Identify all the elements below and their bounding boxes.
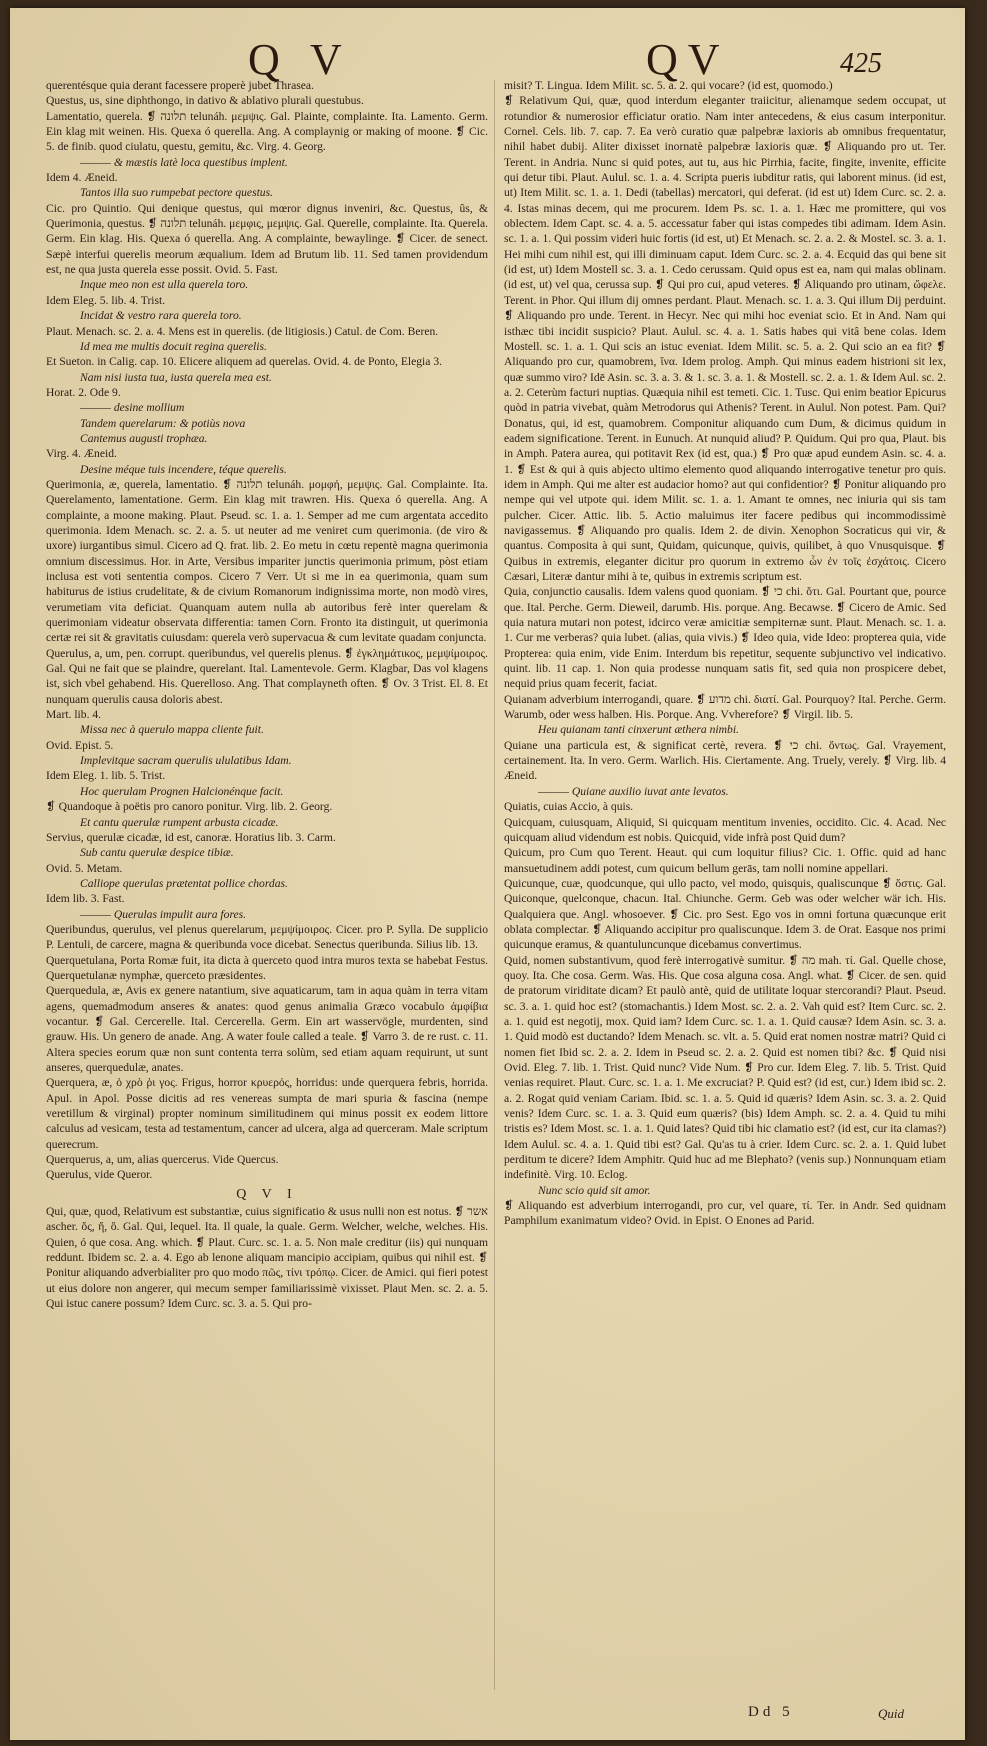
verse-quote: ——— Quiane auxilio iuvat ante levatos. (538, 784, 729, 798)
column-divider (494, 80, 495, 1690)
entry-paragraph: Quid, nomen substantivum, quod ferè interrogativè sumitur. ❡ מה mah. τί. Gal. Quelle chose, quoy. Ita. Che cosa. Germ. Was. His. Que cosa alguna cosa. Angl. what. ❡ Cicer. de sen. quid de pratorum viriditate dicam? Et paulò antè, quid de utilitate loquar stercorandi? Plaut. Pseud. sc. 3. a. 1. quid hoc est? (stomachantis.) Idem Most. sc. 2. a. 2. Vah quid est? Item Curc. sc. 2. a. 1. quid est negotij, mox. Quid iam? Idem Curc. sc. 1. a. 1. Quid causæ? Idem Asin. sc. 3. a. 1. Quid modò est ductando? Idem Menach. sc. vlt. a. 5. Quid erat nomen nostræ matri? Quid ci nomen fiet Ibid sc. 2. a. 2. Idem in Pseud sc. 2. a. 2. Quid est nomen tibi? &c. ❡ Quid nisi Ovid. Eleg. 7. lib. 1. Trist. Quid nunc? Vide Num. ❡ Pro cur. Idem Eleg. 7. lib. 5. Trist. Quid venias requiret. Plaut. Curc. sc. 1. a. 1. Me excruciat? P. Quid est? (id est, cur.) Idem ibid sc. 2. a. 2. Rogat quid veniam Cariam. Ibid. sc. 1. a. 5. Quid id quæris? Idem Asin. sc. 3. a. 2. Quid venis? Idem Curc. sc. 1. a. 3. Quid eum quæris? (bis) Idem Amph. sc. 2. a. 4. Quid tu mihi tristis es? Idem Most. sc. 1. a. 1. Quid lates? Quid tibi hic clamatio est? (id est, cur ita clamas?) Idem Aulul. sc. 4. a. 1. Quid tibi est? Gal. Qu'as tu à crier. Idem Curc. sc. 2. a. 1. Quid lubet perditum te dicere? Idem Amphitr. Quid huc ad me Blephato? (venis sup.) Nonnunquam etiam indefinitè. Virg. 10. Eclog. (504, 953, 946, 1182)
verse-quote: ——— desine mollium (80, 401, 185, 415)
verse-quote: ——— Querulas impulit aura fores. (80, 907, 247, 921)
right-column (504, 78, 946, 1698)
entry-paragraph: Ovid. 5. Metam. (46, 861, 123, 875)
entry-paragraph: Ovid. Epist. 5. (46, 738, 114, 752)
entry-paragraph: Querquera, æ, ὁ χρὸ ῥι γος. Frigus, horror κρυερός, horridus: unde querquera febris, horrida. Apul. in Apol. Posse dicitis ad res venereas sumpta de mari spuria & fascina (nempe veretillum & virginal) propter nominum similitudinem qui minus possit ex eodem littore calculus ad vesicam, testa ad testamentum, cancer ad ulcera, alga ad querceram. Male scriptum querecrum. (46, 1076, 488, 1151)
running-head-left: Q V (248, 35, 352, 84)
verse-quote: Sub cantu querulæ despice tibiæ. (80, 846, 234, 860)
left-column (46, 78, 488, 1698)
entry-paragraph: Virg. 4. Æneid. (46, 447, 117, 461)
verse-quote: Id mea me multis docuit regina querelis. (80, 339, 267, 353)
entry-paragraph: Idem Eleg. 1. lib. 5. Trist. (46, 769, 166, 783)
entry-paragraph: Quiane una particula est, & significat certè, revera. ❡ כי chi. ὄντως. Gal. Vrayement, certainement. Ita. In vero. Germ. Warlich. His. Ciertamente. Ang. Truely, verely. ❡ Virg. lib. 4 Æneid. (504, 738, 946, 783)
entry-paragraph: Mart. lib. 4. (46, 708, 102, 722)
entry-paragraph: Quiatis, cuias Accio, à quis. (504, 800, 634, 814)
entry-paragraph: Querquerus, a, um, alias quercerus. Vide Quercus. (46, 1153, 279, 1167)
entry-paragraph: Queribundus, querulus, vel plenus querelarum, μεμψίμοιρος. Cicer. pro P. Sylla. De supplicio P. Lentuli, de carcere, magna & queribunda voce dicebat. Senectus queribunda. Silius lib. 13. (46, 922, 488, 952)
entry-paragraph: Quicquam, cuiusquam, Aliquid, Si quicquam mentitum invenies, occidito. Cic. 4. Acad. Nec quicquam aliud videndum est nobis. Quicquid, vide infrà post Quid dum? (504, 815, 946, 844)
verse-quote: Nam nisi iusta tua, iusta querela mea est. (80, 370, 272, 384)
entry-paragraph: ❡ Quandoque à poëtis pro canoro ponitur. Virg. lib. 2. Georg. (46, 800, 333, 814)
verse-quote: Tantos illa suo rumpebat pectore questus. (80, 186, 274, 200)
verse-quote: Hoc querulam Prognen Halcionénque facit. (80, 784, 284, 798)
verse-quote: Implevitque sacram querulis ululatibus Idam. (80, 754, 292, 768)
verse-quote: Tandem querelarum: & potiùs nova (80, 416, 246, 430)
verse-quote: Nunc scio quid sit amor. (538, 1183, 651, 1197)
dictionary-page (10, 8, 965, 1740)
entry-paragraph: Idem 4. Æneid. (46, 171, 118, 185)
entry-paragraph: Idem lib. 3. Fast. (46, 892, 125, 906)
entry-paragraph: Querulus, vide Queror. (46, 1168, 153, 1182)
entry-paragraph: Quicunque, cuæ, quodcunque, qui ullo pacto, vel modo, quisquis, qualiscunque ❡ ὅστις. Gal. Quiconque, quelconque, chacun. Ital. Chiunche. Germ. Geb was oder welcher wär ich. His. Qualquiera que. Angl. whosoever. ❡ Cic. pro Sest. Ego vos in omni fortuna quæcunque erit oblata complectar. ❡ Aliquando accipitur pro qualiscunque. Idem 3. de Orat. Easque nos primi quicunque eramus, & quantuluncunque dicebamus convertimus. (504, 876, 946, 952)
entry-paragraph: ❡ Aliquando est adverbium interrogandi, pro cur, vel quare, τί. Ter. in Andr. Sed quidnam Pamphilum exanimatum video? Ovid. in Epist. O Enones ad Parid. (504, 1199, 946, 1228)
entry-paragraph: Lamentatio, querela. ❡ תלונה telunáh. μεμψις. Gal. Plainte, complainte. Ita. Lamento. Germ. Ein klag mit weinen. His. Quexa ó querella. Ang. A complaynig or making of moone. ❡ Cic. 5. de finib. quod ciulatu, questu, gemitu, &c. Virg. 4. Georg. (46, 109, 488, 154)
running-head-right: QV (646, 35, 730, 84)
entry-paragraph: misit? T. Lingua. Idem Milit. sc. 5. a. 2. qui vocare? (id est, quomodo.) (504, 79, 833, 92)
entry-paragraph: Plaut. Menach. sc. 2. a. 4. Mens est in querelis. (de litigiosis.) Catul. de Com. Beren. (46, 324, 439, 338)
verse-quote: Desine méque tuis incendere, téque querelis. (80, 462, 287, 476)
verse-quote: ——— & mæstis latè loca questibus implent. (80, 155, 288, 169)
entry-paragraph: Querquedula, æ, Avis ex genere natantium, sive aquaticarum, tam in aqua quàm in terra vitam agens, quemadmodum anseres & anates: quod genus animalia Græco vocabulo ἀμφίβια vocantur. ❡ Gal. Cercerelle. Ital. Cercerella. Germ. Ein art wasservögle, murdenten, sind grauw. His. Un genero de anade. Ang. A water foule called a teale. ❡ Varro 3. de re rust. c. 11. Altera species eorum quæ non sunt contenta terra solùm, sed etiam aquam requirunt, ut sunt anseres, querquedulæ, anates. (46, 984, 488, 1074)
verse-quote: Cantemus augusti trophæa. (80, 431, 208, 445)
entry-paragraph: querentésque quia derant facessere properè jubet Thrasea. (46, 79, 314, 92)
verse-quote: Inque meo non est ulla querela toro. (80, 278, 249, 292)
entry-paragraph: Quia, conjunctio causalis. Idem valens quod quoniam. ❡ כי chi. ὅτι. Gal. Pourtant que, pource que. Ital. Perche. Germ. Dieweil, darumb. His. porque. Ang. Becawse. ❡ Cicero de Amic. Sed quia natura mutari non potest, idcirco veræ amicitiæ sempiternæ sunt. Plaut. Menach. sc. 1. a. 1. Cur me verberas? quia lubet. (alias, quia vivis.) ❡ Ideo quia, vide Ideo: propterea quia, vide Propterea: quia enim, vide Enim. Interdum bis repetitur, sequente subjunctivo vel indicativo. quint. lib. 11 cap. 1. Non quia prodesse nunquam satis fit, sed quia non prospicere debet, nequid prius quam fecerit, faciat. (504, 585, 946, 691)
section-heading: Q V I (236, 1186, 298, 1202)
entry-paragraph: Quianam adverbium interrogandi, quare. ❡ מדוע chi. διατί. Gal. Pourquoy? Ital. Perche. Germ. Warumb, oder wess halben. His. Porque. Ang. Vvherefore? ❡ Virgil. lib. 5. (504, 692, 946, 722)
entry-paragraph: Idem Eleg. 5. lib. 4. Trist. (46, 293, 166, 307)
entry-paragraph: ❡ Relativum Qui, quæ, quod interdum eleganter traiicitur, alienamque sedem occupat, ut rotundior & numerosior efficiatur oratio. Nam inter antecedens, & eius casum interponitur. Cornel. Cels. lib. 7. cap. 7. Ea verò curatio quæ palpebræ laxioris ab omnibus frequentatur, nihil habet dubij. Aliter dixisset inornatè palpebræ laxioris quæ. ❡ Aliquando pro ut. Ter. Terent. in Andria. Nunc si quid potes, aut tu, aus hic Pirrhia, facite, fingite, invenite, efficite qui detur tibi. Plaut. Aulul. sc. 1. a. 4. Scripta pueris iubditur ratis, qui laborent minus. (id est, ut) Item Milit. sc. 1. a. 1. Dedi (tabellas) mercatori, qui deferat. (id est ut) Idem Curc. sc. 2. a. 4. Istas minas decem, qui me procurem. Idem Ps. sc. 1. a. 1. Hæc me promittere, qui vos oblectem. Idem Capt. sc. 4. a. 5. accessatur faber qui istas compedes tibi adimam. Idem Asin. sc. 1. a. 1. Qui possim videri huic fortis (id est, ut) Et Menach. sc. 2. a. 2. & Mostel. sc. 3. a. 1. Hei mihi cum nihil est, qui illi diminuam caput. Idem Curc. sc. 2. a. 4. Ecquid das qui bene sit (id est, ut) Idem Mostell sc. 3. a. 1. Cedo cerussam. Quid opus est ea, nam qui malas oblinam. (id est, ut) vel qua, cerussa sup. ❡ Qui pro cui, apud veteres. ❡ Aliquando pro utinam, ὤφελε. Terent. in Phor. Qui illum dij omnes perdant. Plaut. Menach. sc. 1. a. 3. Qui illum Dij perduint. ❡ Aliquando pro unde. Terent. in Hecyr. Nec qui mihi hoc eveniat scio. Et in And. Nam qui isthæc tibi incidit suspicio? Plaut. Aulul. sc. 4. a. 1. Satis habes qui vitâ bene colas. Idem Mostell. sc. 1. a. 1. Qui scis an istuc eveniat. Idem Milit. sc. 5. a. 2. Qui scio an ea fit? ❡ Aliquando pro cur, quamobrem, ἵνα. Idem prolog. Amph. Qui minus eadem histrioni sit lex, quæ summo viro? Idē Asin. sc. 3. a. 3. & 1. sc. 3. a. 1. & Mostell. sc. 2. a. 1. & Idem Aul. sc. 2. a. 2. Ceterùm facturi nuptias. Quæquia nihil est temeti. Cic. 1. Tusc. Qui enim beatior Epicurus quòd in patria vivebat, quàm Metrodorus qui Athenis? Terent. in Aulul. Non potest. Pam. Qui? Donatus, qui, id est, quamobrem. Componitur aliquando cum Dum, & dicimus quidum in eadem significatione. Terent. in Eunuch. At nunquid aliud? P. Quidum. Qui pro qua, Plaut. bis in Amph. Patera aurea, qui potitavit Rex (id est, qua.) ❡ Pro quæ apud eundem Asin. sc. 4. a. 1. ❡ Est & qui à quis abjecto ultimo elemento quod aliquando interrogative tenetur pro quis. idem in Amph. Qui me alter est audacior homo? aut qui confidentior? ❡ Ponitur aliquando pro nempe qui vel utpote qui. idem Milit. sc. 1. a. 1. Amant te omnes, nec iniuria qui sis tam pulcher. Cicer. Attic. lib. 5. Actio maluimus iter facere pedibus qui incommodissimè navigassemus. ❡ Aliquando pro qualis. Idem 2. de divin. Xenophon Socraticus qui vir, & quantus. Composita à qui sunt, Quidam, quicunque, quivis, quilibet, à quo Vnusquisque. ❡ Quibus in extremis, eleganter dicitur pro quorum in extremo ὧν ἐν τοῖς ἐσχάτοις. Cicero Cæsari, Literæ dantur mihi à te, quibus in extremis scriptum est. (504, 94, 946, 583)
verse-quote: Et cantu querulæ rumpent arbusta cicadæ. (80, 815, 279, 829)
verse-quote: Calliope querulas prætentat pollice chordas. (80, 876, 288, 890)
entry-paragraph: Cic. pro Quintio. Qui denique questus, qui mœror dignus inveniri, &c. Questus, ûs, & Querimonia, questus. ❡ תלונה telunáh. μεμφις, μεμψις. Gal. Querelle, complainte. Ita. Querela. Germ. Ein klag. His. Quexa ó querella. Ang. A complainte, bewaylinge. ❡ Cicer. de senect. Sæpè interfui querelis meorum æqualium. Idem ad Brutum lib. 11. Sed tamen providendum est, ne qua justa querela esse possit. Ovid. 5. Fast. (46, 201, 488, 277)
entry-paragraph: Questus, us, sine diphthongo, in dativo & ablativo plurali questubus. (46, 94, 364, 108)
verse-quote: Incidat & vestro rara querela toro. (80, 309, 242, 323)
entry-paragraph: Servius, querulæ cicadæ, id est, canoræ. Horatius lib. 3. Carm. (46, 830, 336, 844)
entry-paragraph: Querulus, a, um, pen. corrupt. queribundus, vel querelis plenus. ❡ ἐγκλημάτικος, μεμψίμοιρος. Gal. Qui ne fait que se plaindre, querelant. Ital. Lamentevole. Germ. Klagbar, Das vol klagens ist, sich vbel gehabend. His. Querelloso. Ang. That complayneth often. ❡ Ov. 3 Trist. El. 8. Et nunquam querulis causa doloris abest. (46, 646, 488, 706)
entry-paragraph: Quicum, pro Cum quo Terent. Heaut. qui cum loquitur filius? Cic. 1. Offic. quid ad hanc mansuetudinem addi potest, cum quicum bellum gerās, tam nolli nomine appellari. (504, 846, 946, 875)
signature-mark: Dd 5 (748, 1704, 794, 1720)
catchword: Quid (878, 1706, 904, 1721)
entry-paragraph: Querimonia, æ, querela, lamentatio. ❡ תלונה telunáh. μομφή, μεμψις. Gal. Complainte. Ita. Querelamento, lamentatione. Germ. Ein klag mit trawren. His. Quexa ó querella. Ang. A complainte, a moone making. Plaut. Pseud. sc. 1. a. 1. Semper ad me cum argentata accedito querimonia. Idem Menach. sc. 2. a. 5. ut neuter ad me veniret cum querimonia. (de viro & uxore) iurgantibus simul. Cicero ad Q. frat. lib. 2. Eo metu in cœtu repentè magna querimonia omnium discessimus. Hor. in Arte, Versibus impariter junctis querimonia primum, pòst etiam inclusa est voti sententia compos. Cicero 7 Verr. Ut si me in ea querimonia, quam sum habiturus de istius crudelitate, & de civium Romanorum indignissima morte, non modò vires, verumetiam vita deficiat. Quanquam autem nulla ab autoribus ferè inter querelam & querimoniam videatur observata differentia: tamen Corn. Fronto ita distinguit, ut querimonia certæ rei sit & gravitatis cuiusdam: querela verò supervacua & cum levitate quadam conjuncta. (46, 477, 488, 645)
entry-paragraph: Et Sueton. in Calig. cap. 10. Elicere aliquem ad querelas. Ovid. 4. de Ponto, Elegia 3. (46, 355, 443, 369)
page-number: 425 (840, 48, 882, 79)
verse-quote: Heu quianam tanti cinxerunt æthera nimbi. (538, 723, 739, 737)
entry-paragraph: Horat. 2. Ode 9. (46, 385, 121, 399)
verse-quote: Missa nec à querulo mappa cliente fuit. (80, 723, 264, 737)
entry-paragraph: Qui, quæ, quod, Relativum est substantiæ, cuius significatio & usus nulli non est notus. ❡ אשר ascher. ὅς, ἥ, ὅ. Gal. Qui, lequel. Ita. Il quale, la quale. Germ. Welcher, welche, welches. His. Quien, ó que cosa. Ang. which. ❡ Plaut. Curc. sc. 1. a. 5. Non male creditur (iis) qui nunquam reddunt. Ibidem sc. 2. a. 4. Ego ab lenone aliquam mancipio accipiam, quibus qui nihil est. ❡ Ponitur aliquando adverbialiter pro quo modo πῶς, τίνι τρόπῳ. Cicer. de Amici. qui fieri potest ut eius dolore non angerer, qui mecum semper familiarissimè vixisset. Plaut Men. sc. 2. a. 5. Qui istuc canere possum? Idem Curc. sc. 3. a. 5. Qui pro- (46, 1205, 488, 1311)
entry-paragraph: Querquetulana, Porta Romæ fuit, ita dicta à querceto quod intra muros texta se habebat Festus. Querquetulanæ nymphæ, querceto præsidentes. (46, 953, 488, 982)
